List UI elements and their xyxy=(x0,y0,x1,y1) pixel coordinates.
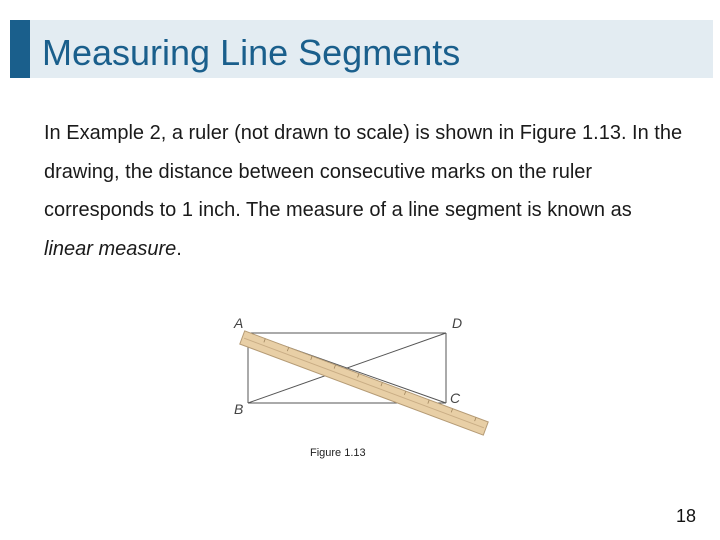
ruler-stripe xyxy=(244,338,484,428)
body-text-part1: In Example 2, a ruler (not drawn to scale) is shown in Figure 1.13. In the drawing, the distance between consecutive marks on the ruler corresponds to 1 inch. The measure of a line segment is known as xyxy=(44,122,683,221)
slide-title: Measuring Line Segments xyxy=(42,32,461,73)
vertex-label-d: D xyxy=(452,315,463,331)
vertex-label-b: B xyxy=(234,401,244,417)
title-accent-bar xyxy=(10,20,30,78)
figure-caption: Figure 1.13 xyxy=(310,447,366,459)
page-number: 18 xyxy=(675,506,696,526)
body-paragraph xyxy=(44,114,684,268)
ruler-figure xyxy=(220,305,500,455)
body-emphasis: linear measure xyxy=(44,237,177,260)
body-text-part2: . xyxy=(176,237,182,260)
ruler xyxy=(240,331,488,435)
vertex-label-c: C xyxy=(450,390,461,406)
vertex-label-a: A xyxy=(234,315,244,331)
